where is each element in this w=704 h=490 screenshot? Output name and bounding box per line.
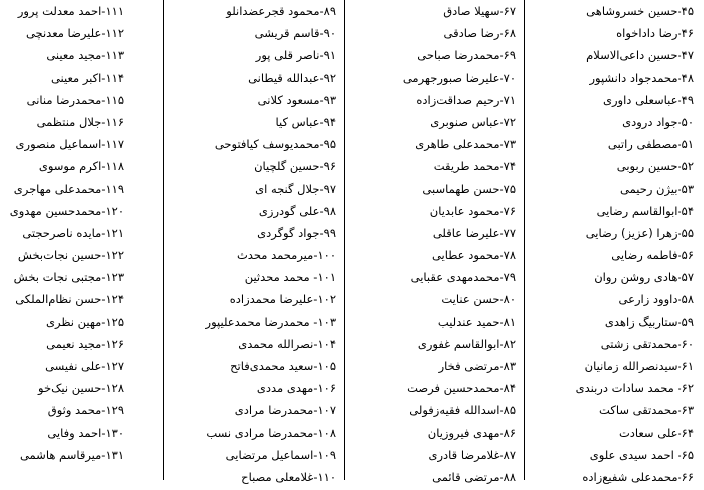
list-item: ۶۰-محمدتقی زشتی: [600, 336, 694, 351]
name-column-2: [350, 0, 520, 490]
name-column-4: [0, 0, 128, 490]
list-item: ۴۷-حسین داعی‌الاسلام: [586, 48, 694, 63]
list-item: ۱۳۱-میرقاسم هاشمی: [19, 447, 124, 462]
list-item: ۷۴-محمد طریقت: [433, 159, 516, 174]
list-item: ۱۰۶-مهدی مددی: [256, 381, 336, 396]
list-item: ۱۲۲-حسین نجات‌بخش: [17, 248, 124, 263]
list-item: ۱۰۰-میرمحمد محدث: [236, 248, 336, 263]
list-item: ۱۲۹-محمد وثوق: [47, 403, 124, 418]
list-item: ۷۰-علیرضا صبورجهرمی: [402, 70, 516, 85]
list-item: ۱۰۷-محمدرضا مرادی: [234, 403, 336, 418]
list-item: ۸۷-غلامرضا قادری: [428, 447, 516, 462]
list-item: ۶۲- محمد سادات دربندی: [575, 381, 694, 396]
list-item: ۹۲-عبدالله قیطانی: [248, 70, 336, 85]
list-item: ۵۶-فاطمه رضایی: [611, 248, 694, 263]
list-item: ۹۱-ناصر قلی پور: [255, 48, 336, 63]
list-item: ۵۴-ابوالقاسم رضایی: [596, 203, 694, 218]
list-item: ۱۰۸-محمدرضا مرادی نسب: [206, 425, 336, 440]
list-item: ۶۴-علی سعادت: [618, 425, 694, 440]
list-item: ۱۱۷-اسماعیل منصوری: [15, 137, 124, 152]
list-item: ۱۱۳-مجید معینی: [46, 48, 124, 63]
list-item: ۱۰۲-علیرضا محمدزاده: [229, 292, 336, 307]
list-item: ۵۵-زهرا (عزیز) رضایی: [585, 225, 694, 240]
list-item: ۷۸-محمود عطایی: [431, 248, 516, 263]
list-item: ۱۲۴-حسن نظام‌الملکی: [15, 292, 124, 307]
list-item: ۱۱۵-محمدرضا منانی: [26, 92, 124, 107]
list-item: ۸۸-مرتضی قائمی: [432, 469, 516, 484]
list-item: ۸۴-محمدحسین فرصت: [407, 381, 516, 396]
list-item: ۷۱-رحیم صداقت‌زاده: [416, 92, 516, 107]
list-item: ۵۸-داوود زارعی: [618, 292, 694, 307]
list-item: ۹۷-جلال گنجه ای: [255, 181, 336, 196]
list-item: ۸۳-مرتضی فخار: [438, 359, 516, 373]
list-item: ۶۷-سهیلا صادق: [443, 4, 516, 18]
list-item: ۱۰۱- محمد محدثین: [244, 270, 336, 285]
list-item: ۱۲۶-مجید نعیمی: [46, 336, 124, 351]
list-item: ۴۶-رضا داداخواه: [616, 26, 694, 41]
list-item: ۱۱۱-احمد معدلت پرور: [17, 4, 124, 18]
list-item: ۷۷-علیرضا عاقلی: [432, 225, 516, 240]
list-item: ۱۱۹-محمدعلی مهاجری: [13, 181, 124, 196]
list-item: ۵۲-حسین ربوبی: [616, 159, 694, 174]
list-item: ۹۴-عباس کیا: [275, 114, 336, 129]
list-item: ۱۳۰-احمد وفایی: [47, 425, 124, 440]
list-item: ۷۲-عباس صنوبری: [430, 114, 516, 129]
list-item: ۱۱۴-اکبر معینی: [50, 70, 124, 85]
list-item: ۶۳-محمدتقی ساکت: [599, 403, 694, 418]
list-item: ۸۲-ابوالقاسم غفوری: [417, 336, 516, 351]
list-item: ۶۵- احمد سیدی علوی: [589, 447, 694, 462]
list-item: ۱۱۲-علیرضا معدنچی: [25, 26, 124, 41]
list-item: ۱۲۵-مهین نظری: [45, 314, 124, 329]
list-item: ۵۰-جواد درودی: [622, 114, 694, 129]
list-item: ۸۹-محمود قجرعضدانلو: [226, 4, 336, 18]
list-item: ۶۸-رضا صادقی: [443, 26, 516, 41]
list-item: ۷۳-محمدعلی طاهری: [415, 137, 516, 152]
list-item: ۹۹-جواد گوگردی: [257, 225, 336, 240]
list-item: ۱۲۷-علی نفیسی: [45, 359, 124, 373]
list-item: ۶۱-سیدنصرالله زمانیان: [584, 359, 694, 373]
list-item: ۱۱۶-جلال منتظمی: [36, 114, 124, 129]
column-divider: [163, 0, 164, 480]
list-item: ۸۰-حسن عنایت: [441, 292, 516, 307]
list-item: ۱۰۹-اسماعیل مرتضایی: [225, 447, 336, 462]
list-item: ۹۸-علی گودرزی: [258, 203, 336, 218]
list-item: ۱۲۳-مجتبی نجات بخش: [13, 270, 124, 285]
list-item: ۹۰-قاسم قریشی: [254, 26, 336, 41]
list-item: ۴۵-حسین خسروشاهی: [586, 4, 694, 18]
list-item: ۷۶-محمود عابدیان: [429, 203, 516, 218]
list-item: ۱۱۸-اکرم موسوی: [38, 159, 124, 174]
list-item: ۱۰۵-سعید محمدی‌فاتح: [230, 359, 336, 373]
column-divider: [524, 0, 525, 480]
list-item: ۵۱-مصطفی راتبی: [607, 137, 694, 152]
list-item: ۸۱-حمید عندلیب: [437, 314, 516, 329]
list-item: ۱۲۸-حسین نیک‌خو: [38, 381, 124, 396]
list-item: ۸۶-مهدی فیروزیان: [427, 425, 516, 440]
name-column-1: [528, 0, 698, 490]
list-item: ۴۹-عباسعلی داوری: [602, 92, 694, 107]
list-item: ۴۸-محمدجواد دانشپور: [589, 70, 694, 85]
list-item: ۹۵-محمدیوسف کیافتوحی: [214, 137, 336, 152]
list-item: ۱۰۴-نصرالله محمدی: [238, 336, 336, 351]
list-item: ۱۲۰-محمدحسین مهدوی: [9, 203, 124, 218]
list-item: ۹۶-حسین گلچیان: [254, 159, 336, 174]
list-item: ۵۹-ستاربیگ زاهدی: [604, 314, 694, 329]
list-item: ۷۵-حسن طهماسبی: [422, 181, 516, 196]
column-divider: [344, 0, 345, 480]
list-item: ۵۷-هادی روشن روان: [594, 270, 694, 285]
list-item: ۶۹-محمدرضا صباحی: [417, 48, 516, 63]
list-item: ۶۶-محمدعلی شفیع‌زاده: [582, 469, 694, 484]
list-item: ۱۰۳- محمدرضا محمدعلیپور: [205, 314, 336, 329]
list-item: ۱۲۱-مایده ناصرحجتی: [22, 225, 124, 240]
list-item: ۵۳-بیژن رحیمی: [620, 181, 694, 196]
list-item: ۹۳-مسعود کلانی: [257, 92, 336, 107]
list-item: ۷۹-محمدمهدی عقبایی: [410, 270, 516, 285]
list-item: ۱۱۰-غلامعلی مصباح: [241, 469, 336, 484]
name-column-3: [170, 0, 340, 490]
list-item: ۸۵-اسدالله فقیه‌زفولی: [409, 403, 516, 418]
